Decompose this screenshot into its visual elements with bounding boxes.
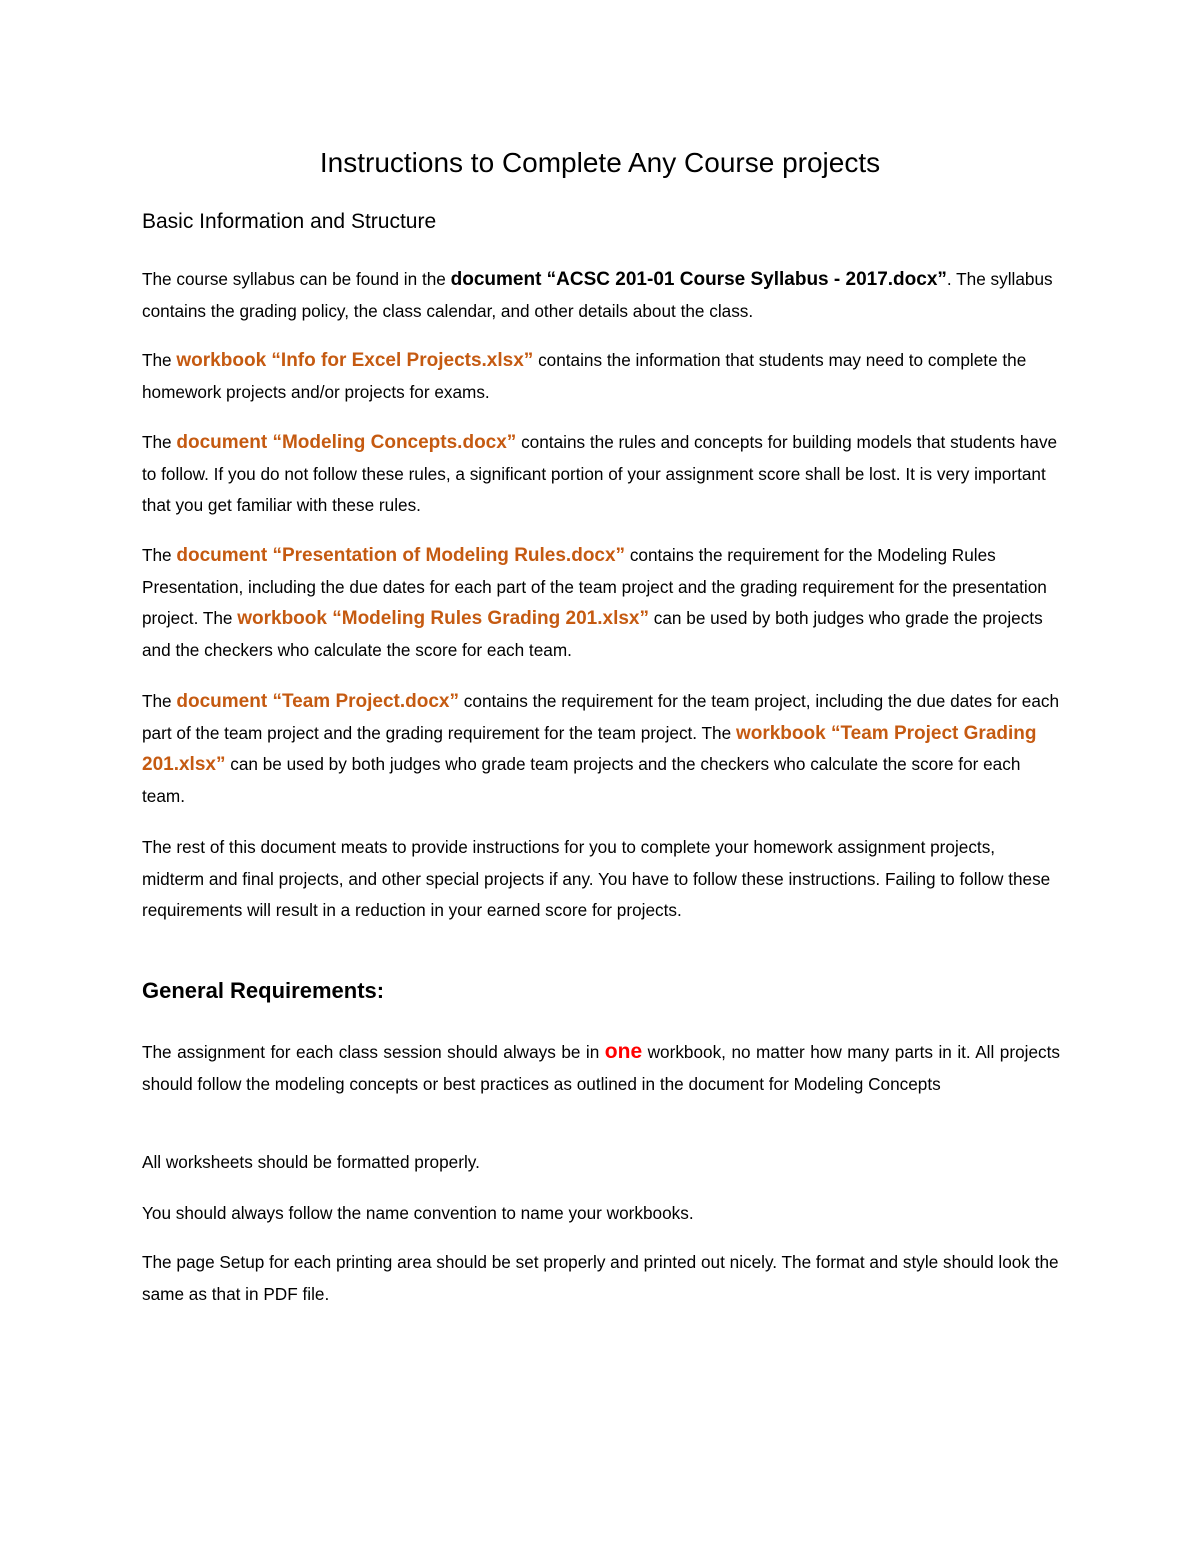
paragraph-rest-of-document: The rest of this document meats to provide instructions for you to complete your homework assignment projects, midterm and final projects, and other special projects if any. You have to follow these instructions. Failing to follow these requirements will result in a reduction in your earned score for projects. — [142, 837, 1051, 920]
syllabus-doc-reference: document “ACSC 201-01 Course Syllabus - 2017.docx” — [450, 269, 947, 290]
section-heading-basic-info: Basic Information and Structure — [142, 210, 437, 233]
paragraph-info-workbook — [142, 345, 1060, 408]
modeling-grading-workbook-reference: workbook “Modeling Rules Grading 201.xlsx” — [237, 608, 649, 629]
text: . The syllabus contains the grading policy, the class calendar, and other details about the class. — [142, 269, 1053, 321]
paragraph-modeling-concepts — [142, 427, 1060, 522]
emphasis-one: one — [604, 1040, 643, 1063]
text: contains the requirement for the team project, including the due dates for each part of the team project and the grading requirement for the team project. The — [142, 691, 1060, 743]
text: contains the requirement for the Modeling Rules Presentation, including the due dates for each part of the team project and the grading requirement for the presentation project. The — [142, 545, 1047, 628]
paragraph-team-project — [142, 686, 1060, 812]
team-project-doc-reference: document “Team Project.docx” — [176, 691, 460, 712]
text: can be used by both judges who grade the projects and the checkers who calculate the score for each team. — [142, 608, 1043, 660]
paragraph-formatting: All worksheets should be formatted properly. — [142, 1152, 480, 1172]
section-heading-general-requirements: General Requirements: — [142, 978, 385, 1003]
paragraph-presentation — [142, 540, 1060, 666]
paragraph-syllabus — [142, 264, 1060, 327]
paragraph-page-setup: The page Setup for each printing area should be set properly and printed out nicely. The format and style should look the same as that in PDF file. — [142, 1252, 1059, 1304]
team-grading-workbook-reference: workbook “Team Project Grading 201.xlsx” — [142, 722, 1037, 775]
text: contains the rules and concepts for building models that students have to follow. If you do not follow these rules, a significant portion of your assignment score shall be lost. It is very important that you get familiar with these rules. — [142, 432, 1058, 515]
text: The assignment for each class session should always be in — [142, 1042, 605, 1062]
text: The course syllabus can be found in the — [142, 269, 451, 289]
modeling-concepts-reference: document “Modeling Concepts.docx” — [176, 432, 517, 453]
page-title: Instructions to Complete Any Course projects — [319, 147, 881, 178]
paragraph-name-convention: You should always follow the name convention to name your workbooks. — [142, 1203, 694, 1223]
text: The — [142, 350, 177, 370]
info-workbook-reference: workbook “Info for Excel Projects.xlsx” — [176, 350, 534, 371]
text: The — [142, 545, 177, 565]
text: The — [142, 432, 177, 452]
presentation-doc-reference: document “Presentation of Modeling Rules.docx” — [176, 545, 626, 566]
text: contains the information that students may need to complete the homework projects and/or projects for exams. — [142, 350, 1027, 402]
text: can be used by both judges who grade team projects and the checkers who calculate the score for each team. — [142, 754, 1021, 806]
text: The — [142, 691, 177, 711]
paragraph-one-workbook — [142, 1036, 1060, 1100]
text: workbook, no matter how many parts in it. All projects should follow the modeling concepts or best practices as outlined in the document for Modeling Concepts — [142, 1042, 1060, 1094]
